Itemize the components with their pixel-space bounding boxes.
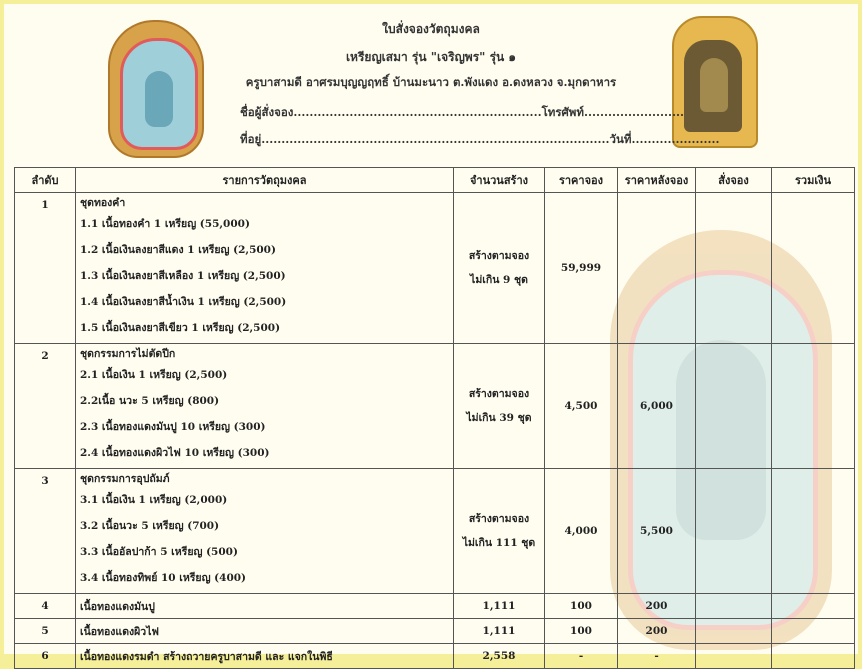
- row-items: [76, 193, 454, 344]
- row-order-cell[interactable]: [696, 594, 772, 619]
- list-item: 1.4 เนื้อเงินลงยาสีน้ำเงิน 1 เหรียญ (2,500): [80, 296, 287, 308]
- list-item: 2.1 เนื้อเงิน 1 เหรียญ (2,500): [80, 369, 228, 381]
- row-order-cell[interactable]: [696, 193, 772, 344]
- row-after-price: 6,000: [618, 344, 696, 469]
- row-price: 4,500: [545, 344, 618, 469]
- list-item: 2.4 เนื้อทองแดงผิวไฟ 10 เหรียญ (300): [80, 447, 270, 459]
- row-total-cell[interactable]: [772, 193, 855, 344]
- row-order-cell[interactable]: [696, 619, 772, 644]
- row-price: -: [545, 644, 618, 669]
- row-total-cell[interactable]: [772, 469, 855, 594]
- col-header-qty: จำนวนสร้าง: [454, 168, 545, 193]
- table-row: [15, 469, 855, 594]
- list-item: 3.2 เนื้อนวะ 5 เหรียญ (700): [80, 520, 220, 532]
- row-no: 4: [15, 594, 76, 619]
- list-item: 3.4 เนื้อทองทิพย์ 10 เหรียญ (400): [80, 572, 247, 584]
- row-total-cell[interactable]: [772, 594, 855, 619]
- table-row: [15, 619, 855, 644]
- list-item: 3.1 เนื้อเงิน 1 เหรียญ (2,000): [80, 494, 228, 506]
- row-after-price: [618, 193, 696, 344]
- col-header-order: สั่งจอง: [696, 168, 772, 193]
- row-items: [76, 469, 454, 594]
- list-item: 2.2เนื้อ นวะ 5 เหรียญ (800): [80, 395, 220, 407]
- row-after-price: 200: [618, 594, 696, 619]
- form-subtitle: เหรียญเสมา รุ่น "เจริญพร" รุ่น ๑: [345, 50, 517, 64]
- table-row: [15, 644, 855, 669]
- row-order-cell[interactable]: [696, 469, 772, 594]
- table-row: [15, 193, 855, 344]
- row-no: 6: [15, 644, 76, 669]
- list-item: 1.3 เนื้อเงินลงยาสีเหลือง 1 เหรียญ (2,500): [80, 270, 286, 282]
- col-header-after-price: ราคาหลังจอง: [618, 168, 696, 193]
- row-qty: 1,111: [454, 594, 545, 619]
- col-header-price: ราคาจอง: [545, 168, 618, 193]
- row-no: 1: [15, 193, 76, 344]
- group-title: ชุดกรรมการอุปถัมภ์: [80, 473, 170, 485]
- list-item: 2.3 เนื้อทองแดงมันปู 10 เหรียญ (300): [80, 421, 266, 433]
- form-title: ใบสั่งจองวัตถุมงคล: [382, 22, 480, 36]
- row-qty: สร้างตามจอง ไม่เกิน 9 ชุด: [454, 193, 545, 344]
- table-header-row: [15, 168, 855, 193]
- row-after-price: -: [618, 644, 696, 669]
- order-form-sheet: [4, 4, 858, 663]
- form-header: [4, 4, 858, 164]
- row-price: 59,999: [545, 193, 618, 344]
- row-item-name: เนื้อทองแดงมันปู: [76, 594, 454, 619]
- row-item-name: เนื้อทองแดงรมดำ สร้างถวายครูบาสามดี และ แจกในพิธี: [76, 644, 454, 669]
- list-item: 1.2 เนื้อเงินลงยาสีแดง 1 เหรียญ (2,500): [80, 244, 276, 256]
- row-after-price: 200: [618, 619, 696, 644]
- temple-line: ครูบาสามดี อาศรมบุญญฤทธิ์ บ้านมะนาว ต.พังแดง อ.ดงหลวง จ.มุกดาหาร: [245, 75, 617, 89]
- row-after-price: 5,500: [618, 469, 696, 594]
- list-item: 3.3 เนื้ออัลปาก้า 5 เหรียญ (500): [80, 546, 238, 558]
- row-price: 4,000: [545, 469, 618, 594]
- list-item: 1.1 เนื้อทองคำ 1 เหรียญ (55,000): [80, 218, 250, 230]
- row-qty: สร้างตามจอง ไม่เกิน 39 ชุด: [454, 344, 545, 469]
- col-header-total: รวมเงิน: [772, 168, 855, 193]
- row-total-cell[interactable]: [772, 619, 855, 644]
- group-title: ชุดกรรมการไม่ตัดปีก: [80, 348, 176, 360]
- row-price: 100: [545, 594, 618, 619]
- row-no: 3: [15, 469, 76, 594]
- row-no: 2: [15, 344, 76, 469]
- row-price: 100: [545, 619, 618, 644]
- row-qty: 2,558: [454, 644, 545, 669]
- row-qty: 1,111: [454, 619, 545, 644]
- row-items: [76, 344, 454, 469]
- row-item-name: เนื้อทองแดงผิวไฟ: [76, 619, 454, 644]
- row-order-cell[interactable]: [696, 644, 772, 669]
- list-item: 1.5 เนื้อเงินลงยาสีเขียว 1 เหรียญ (2,500): [80, 322, 281, 334]
- group-title: ชุดทองคำ: [80, 197, 126, 209]
- order-table: [14, 167, 855, 669]
- col-header-item: รายการวัตถุมงคล: [76, 168, 454, 193]
- row-total-cell[interactable]: [772, 344, 855, 469]
- row-no: 5: [15, 619, 76, 644]
- col-header-no: ลำดับ: [15, 168, 76, 193]
- row-order-cell[interactable]: [696, 344, 772, 469]
- address-date-line[interactable]: ที่อยู่.......................................................................................วันที่......................: [240, 132, 720, 146]
- table-row: [15, 344, 855, 469]
- table-row: [15, 594, 855, 619]
- row-qty: สร้างตามจอง ไม่เกิน 111 ชุด: [454, 469, 545, 594]
- row-total-cell[interactable]: [772, 644, 855, 669]
- order-name-phone-line[interactable]: ชื่อผู้สั่งจอง..............................................................โทรศัพท์.........................: [240, 105, 685, 119]
